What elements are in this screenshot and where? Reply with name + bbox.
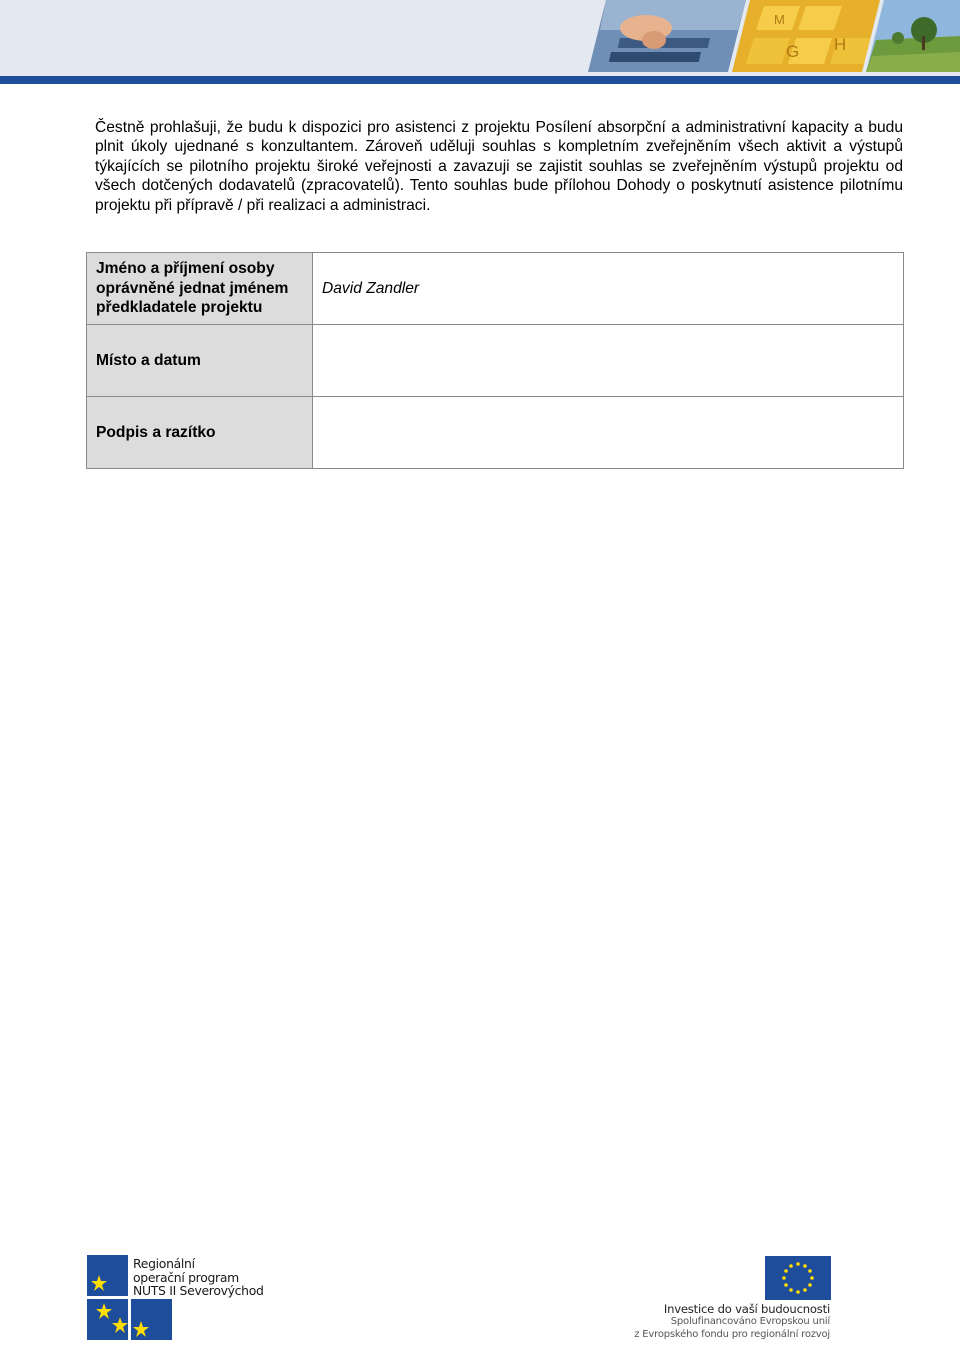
eu-slogan-sub-1: Spolufinancováno Evropskou unií (670, 1316, 830, 1327)
eu-slogan-main: Investice do vaší budoucnosti (663, 1302, 830, 1316)
table-row (87, 253, 904, 325)
signature-value[interactable] (313, 397, 904, 469)
name-value[interactable]: David Zandler (313, 253, 904, 325)
table-row (87, 325, 904, 397)
place-date-value[interactable] (313, 325, 904, 397)
name-label: Jméno a příjmení osoby oprávněné jednat jménem předkladatele projektu (87, 253, 313, 325)
key-letter-g: G (786, 42, 800, 61)
rop-logo-text (133, 1257, 264, 1298)
declaration-text: Čestně prohlašuji, že budu k dispozici pro asistenci z projektu Posílení absorpční a administrativní kapacity a budu plnit úkoly ujednané s konzultantem. Zároveň uděluji souhlas s kompletním zveřejněním všech aktivit a výstupů týkajících se pilotního projektu široké veřejnosti a zavazuji se zajistit souhlas se zveřejněním výstupů projektu od všech dotčených dodavatelů (zpracovatelů). Tento souhlas bude přílohou Dohody o poskytnutí asistence pilotnímu projektu při přípravě / při realizaci a administraci. (95, 119, 903, 214)
eu-flag-icon (765, 1256, 831, 1300)
header-photo-strip (588, 0, 960, 72)
key-letter-m: M (774, 12, 785, 27)
rop-line-2: operační program (133, 1269, 239, 1285)
eu-slogan (634, 1302, 830, 1341)
signature-label: Podpis a razítko (87, 397, 313, 469)
header-rule (0, 76, 960, 84)
rop-line-3: NUTS II Severovýchod (133, 1283, 264, 1299)
table-row (87, 397, 904, 469)
key-letter-h: H (834, 35, 847, 54)
eu-slogan-sub-2: z Evropského fondu pro regionální rozvoj (634, 1328, 830, 1340)
place-date-label: Místo a datum (87, 325, 313, 397)
rop-line-1: Regionální (133, 1256, 195, 1271)
page-header (0, 0, 960, 84)
signature-table (86, 252, 904, 469)
